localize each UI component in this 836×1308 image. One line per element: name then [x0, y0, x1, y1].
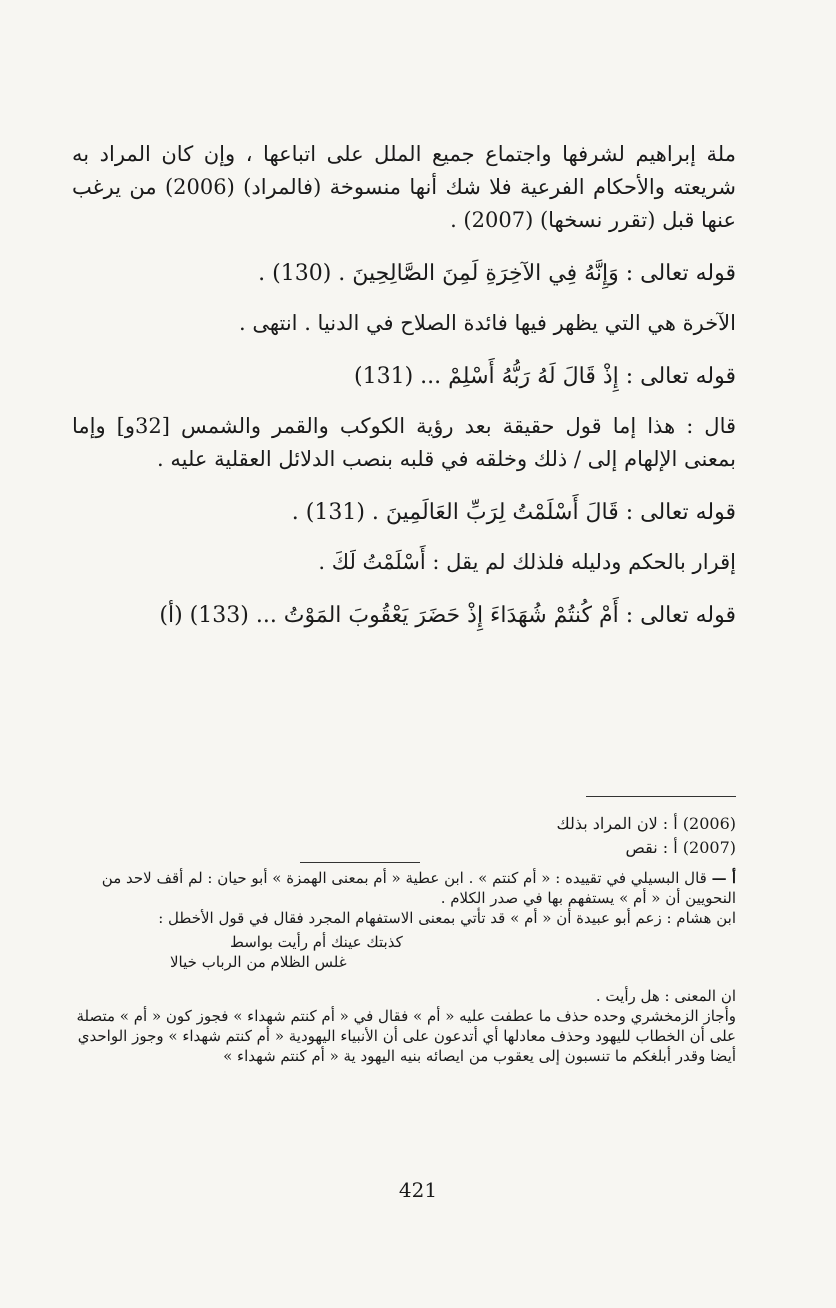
footnote-2006: (2006) أ : لان المراد بذلك: [556, 814, 736, 833]
footnotes-top: [72, 812, 736, 860]
page-number: 421: [398, 1178, 438, 1202]
poem-line-1: كذبتك عينك أم رأيت بواسط: [230, 933, 403, 951]
footnote-line-2: ابن هشام : زعم أبو عبيدة أن « أم » قد تأتي بمعنى الاستفهام المجرد فقال في قول الأخطل :: [158, 909, 736, 927]
footnote-divider-short: [300, 862, 420, 863]
poem-line-2: غلس الظلام من الرباب خيالا: [170, 953, 347, 971]
footnote-entry-1: [60, 868, 736, 908]
footnote-2007: (2007) أ : نقص: [625, 838, 736, 857]
main-text: [72, 138, 736, 649]
footnotes-bottom: [60, 868, 736, 1066]
paragraph-2: الآخرة هي التي يظهر فيها فائدة الصلاح في الدنيا . انتهى .: [238, 311, 736, 335]
footnote-divider: [586, 796, 736, 797]
verse-2: قوله تعالى : إِذْ قَالَ لَهُ رَبُّهُ أَسْلِمْ ... (131): [354, 364, 736, 389]
footnote-line-4: وأجاز الزمخشري وحده حذف ما عطفت عليه « أم » فقال في « أم كنتم شهداء » فجوز كون « أم » متصلة على أن الخطاب لليهود وحذف معادلها أي أتدعون على أن الأنبياء اليهودية « أم كنتم شهداء » وجوز الواحدي أيضا وقدر أبلغكم ما تنسبون إلى يعقوب من ايصائه بنيه اليهود ية « أم كنتم شهداء »: [76, 1007, 736, 1065]
paragraph-4: إقرار بالحكم ودليله فلذلك لم يقل : أَسْلَمْتُ لَكَ .: [318, 550, 736, 574]
spacer: [60, 972, 736, 986]
verse-1: قوله تعالى : وَإِنَّهُ فِي الآخِرَةِ لَمِنَ الصَّالِحِينَ . (130) .: [258, 261, 736, 286]
footnote-line-1: قال البسيلي في تقييده : « أم كنتم » . ابن عطية « أم بمعنى الهمزة » أبو حيان : لم أقف لاحد من النحويين أن « أم » يستفهم بها في صدر الكلام .: [101, 869, 736, 907]
paragraph-3: قال : هذا إما قول حقيقة بعد رؤية الكوكب والقمر والشمس [32و] وإما بمعنى الإلهام إلى / ذلك وخلقه في قلبه بنصب الدلائل العقلية عليه .: [72, 414, 737, 471]
footnote-line-3: ان المعنى : هل رأيت .: [595, 987, 736, 1005]
verse-4: قوله تعالى : أَمْ كُنتُمْ شُهَدَاءَ إِذْ حَضَرَ يَعْقُوبَ المَوْتُ ... (133) (أ): [159, 603, 736, 628]
footnote-marker: أ —: [711, 869, 736, 887]
paragraph-1: ملة إبراهيم لشرفها واجتماع جميع الملل على اتباعها ، وإن كان المراد به شريعته والأحكام الفرعية فلا شك أنها منسوخة (فالمراد) (2006) من يرغب عنها قبل (تقرر نسخها) (2007) .: [72, 142, 736, 232]
verse-3: قوله تعالى : قَالَ أَسْلَمْتُ لِرَبِّ العَالَمِينَ . (131) .: [291, 500, 736, 525]
